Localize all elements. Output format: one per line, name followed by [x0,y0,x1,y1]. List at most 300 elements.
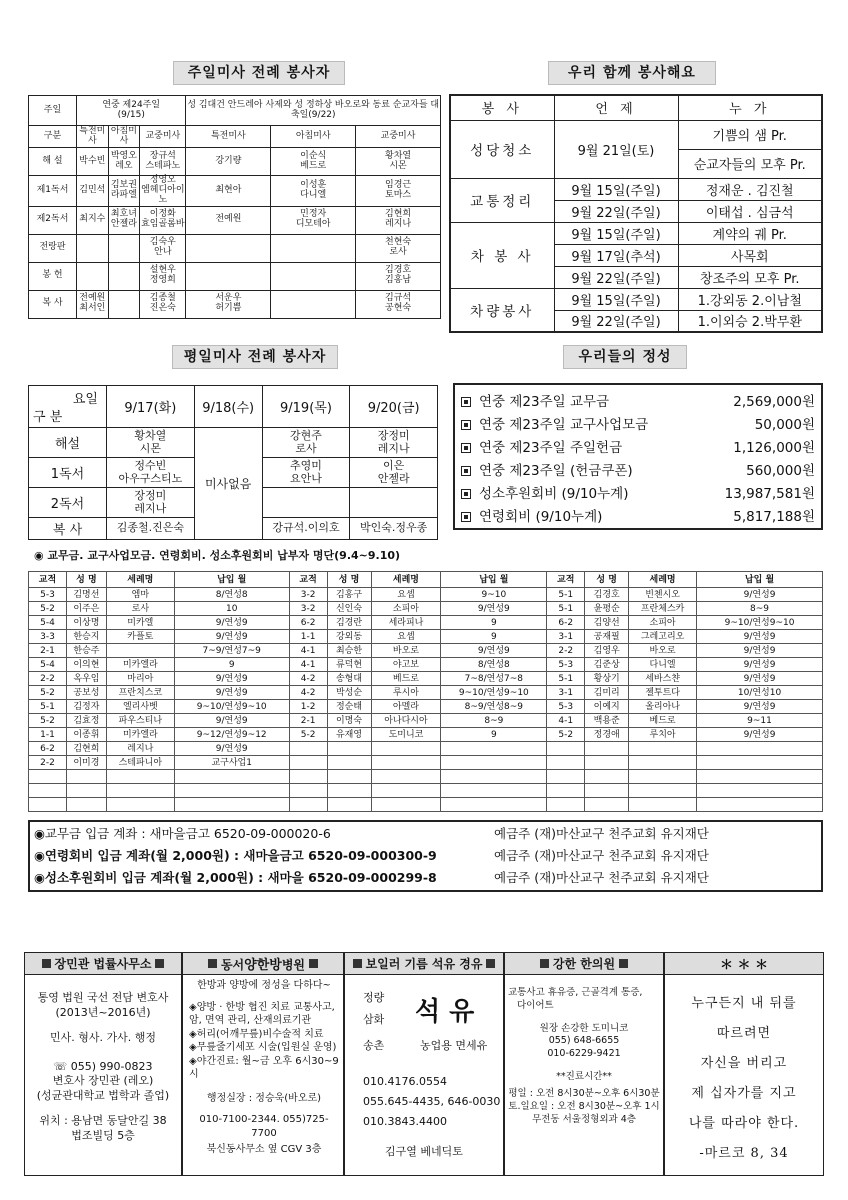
volunteer-cell: 강현주 로사 [262,428,350,458]
role-label: 봉 헌 [29,262,77,290]
donor-cell: 도미니코 [371,728,441,742]
donor-cell [327,756,371,770]
table-row [29,728,823,742]
volunteer-cell [186,262,271,290]
donor-cell: 요셉 [371,630,441,644]
volunteer-cell: 박영오 레오 [108,148,140,176]
donor-cell: 미카엘 [106,616,174,630]
donor-cell: 파우스티나 [106,714,174,728]
ad-law [24,952,182,1176]
ad-oriental-phone: 055) 648-6655 [548,1035,620,1047]
ad-verse-line: 제 십자가를 지고 [691,1086,797,1101]
donor-cell: 3-2 [289,588,327,602]
table-row [29,644,823,658]
donor-cell: 베드로 [629,714,697,728]
role-label: 해설 [29,428,107,458]
table-row [29,588,823,602]
donor-cell [547,770,585,784]
ad-oriental-hours: 평일 : 오전 8시30분~오후 6시30분 [508,1087,660,1099]
donor-column-header: 납입 월 [697,572,823,588]
donor-column-header: 성 명 [66,572,106,588]
offering-row [455,503,821,526]
ad-hospital-line: 암, 면역 관리, 산재의료기관 [189,1015,312,1026]
weekday-banner: 평일미사 전례 봉사자 [172,345,338,369]
donor-cell: 7~8/연성7~8 [441,672,547,686]
donor-cell: 젤투트다 [629,686,697,700]
table-row [29,658,823,672]
donor-cell: 9/연성9 [174,616,289,630]
service-team: 정재운 . 김진철 [678,178,822,200]
donor-cell: 이명숙 [327,714,371,728]
service-date: 9월 22일(주일) [554,266,678,288]
together-banner: 우리 함께 봉사해요 [548,61,716,85]
no-mass-cell: 미사없음 [194,428,262,540]
donors-title: ◉ 교무금. 교구사업모금. 연령회비. 성소후원회비 납부자 명단(9.4~9.10) [34,549,401,562]
donor-cell: 한승주 [66,644,106,658]
donor-cell: 1-2 [289,700,327,714]
donor-cell [289,784,327,798]
role-label: 전랑판 [29,234,77,262]
role-label: 복 사 [29,518,107,540]
table-row [29,784,823,798]
donor-cell: 소피아 [629,616,697,630]
role-label: 복 사 [29,290,77,318]
donor-cell: 황상기 [585,672,629,686]
donor-cell: 3-1 [547,630,585,644]
donor-column-header: 납입 월 [174,572,289,588]
donor-cell: 9/연성9 [174,630,289,644]
volunteer-cell: 김종철.진은숙 [107,518,195,540]
donor-cell [66,784,106,798]
donor-cell: 신인숙 [327,602,371,616]
donor-cell: 유재영 [327,728,371,742]
donor-cell: 5-4 [29,616,67,630]
donor-cell: 바오로 [371,644,441,658]
table-row [29,686,823,700]
donor-cell: 5-1 [547,602,585,616]
volunteer-cell: 최지수 [77,206,109,234]
donor-cell: 옥우임 [66,672,106,686]
column-header: 언 제 [554,95,678,120]
volunteer-cell: 강기량 [186,148,271,176]
corner-label [29,386,107,428]
offering-label: 연중 제23주일 (헌금쿠폰) [461,459,633,479]
donor-cell: 4-1 [289,644,327,658]
donor-cell: 9/연성9 [441,644,547,658]
ad-verse [664,952,824,1176]
donor-cell: 김현희 [66,742,106,756]
column-header: 누 가 [678,95,822,120]
sunday-table [28,95,441,319]
volunteer-cell [262,488,350,518]
donor-cell: 레지나 [106,742,174,756]
donor-cell: 9/연성9 [174,742,289,756]
accounts-box [28,820,823,892]
volunteer-cell: 장정미 레지나 [350,428,438,458]
bullet-icon [461,443,471,453]
donor-cell: 김양선 [585,616,629,630]
ad-oil-owner: 김구열 베네딕토 [385,1145,463,1158]
donor-cell: 이주은 [66,602,106,616]
service-team: 1.강외동 2.이남철 [678,288,822,310]
account-holder: 예금주 (재)마산교구 천주교회 유지재단 [494,870,709,885]
volunteer-cell: 최현아 [186,176,271,207]
corner-label: 주일 [29,96,77,126]
donor-cell: 루치아 [629,728,697,742]
service-date: 9월 22일(주일) [554,310,678,332]
donor-cell: 김홍구 [327,588,371,602]
bullet-icon [461,512,471,522]
service-date: 9월 15일(주일) [554,288,678,310]
donor-column-header: 세례명 [371,572,441,588]
volunteer-cell: 최호녀 안젤라 [108,206,140,234]
offering-row [455,480,821,503]
offering-label: 성소후원회비 (9/10누계) [461,482,628,502]
account-info: ◉연령회비 입금 계좌(월 2,000원) : 새마을금고 6520-09-000300-9 [34,848,437,863]
donor-cell: 3-3 [29,630,67,644]
donor-cell: 2-1 [289,714,327,728]
donor-cell [697,756,823,770]
donor-cell: 빈첸시오 [629,588,697,602]
offering-amount: 13,987,581원 [724,485,815,502]
account-holder: 예금주 (재)마산교구 천주교회 유지재단 [494,848,709,863]
volunteer-cell: 황차열 시몬 [356,148,441,176]
ad-hospital-title: 동서양한방병원 [220,958,306,973]
donor-cell: 9/연성9 [174,686,289,700]
donor-cell: 바오로 [629,644,697,658]
donor-cell: 이미경 [66,756,106,770]
donor-cell: 야고보 [371,658,441,672]
donor-cell: 6-2 [547,616,585,630]
volunteer-cell [271,234,356,262]
donor-cell [629,784,697,798]
donor-cell: 김영우 [585,644,629,658]
donor-cell [441,742,547,756]
donor-cell: 3-2 [289,602,327,616]
donor-cell: 10/연성10 [697,686,823,700]
volunteer-cell: 장정미 레지나 [107,488,195,518]
donor-cell: 김정자 [66,700,106,714]
donor-cell [585,784,629,798]
ad-hospital-address: 북신동사무소 옆 CGV 3층 [206,1144,322,1155]
volunteer-cell: 김현희 레지나 [356,206,441,234]
donor-cell: 5-3 [547,700,585,714]
ad-law-address: 위치 : 용남면 동달안길 38 [39,1114,167,1128]
donor-cell: 9/연성9 [174,672,289,686]
corner-label: 구분 [29,126,77,148]
donor-cell: 5-2 [29,602,67,616]
donor-cell: 8~9/연성8~9 [441,700,547,714]
donor-cell: 그레고리오 [629,630,697,644]
ad-oil-phone: 010.4176.0554 [363,1075,447,1088]
ad-hospital-line: ◈양방 · 한방 협진 치료 교통사고, [189,1001,335,1013]
volunteer-cell: 김경호 김홍남 [356,262,441,290]
donor-cell: 올리아나 [629,700,697,714]
donor-cell: 공재필 [585,630,629,644]
ad-oriental-title: 강한 한의원 [552,957,616,971]
volunteer-cell: 김규석 공현숙 [356,290,441,318]
ad-verse-line: 따르려면 [716,1026,772,1041]
donor-cell [441,784,547,798]
donor-cell: 공보성 [66,686,106,700]
donor-cell [585,770,629,784]
ad-verse-line: 누구든지 내 뒤를 [691,996,797,1011]
bullet-icon [461,420,471,430]
donor-cell [327,784,371,798]
offering-row [455,434,821,457]
day-header: 9/19(목) [262,386,350,428]
donor-cell: 9 [174,658,289,672]
donor-cell: 5-2 [289,728,327,742]
offering-amount: 560,000원 [746,462,815,479]
donor-cell: 8~9 [697,602,823,616]
ad-law-phone: ☏ 055) 990-0823 [53,1059,153,1073]
donor-cell: 로사 [106,602,174,616]
donor-column-header: 교적 [289,572,327,588]
volunteer-cell: 정수빈 아우구스티노 [107,458,195,488]
donor-cell: 아나다시아 [371,714,441,728]
donor-cell [547,798,585,812]
donor-cell [327,742,371,756]
ad-oil [344,952,504,1176]
donor-cell [441,770,547,784]
donor-cell: 요셉 [371,588,441,602]
donor-cell [697,798,823,812]
volunteer-cell: 임경근 토마스 [356,176,441,207]
table-row [29,700,823,714]
ad-oriental-line: 원장 손강한 도미니코 [539,1022,629,1034]
donor-cell [174,784,289,798]
donor-cell [371,784,441,798]
donor-cell: 미카엘라 [106,728,174,742]
corner-bottom: 구 분 [33,410,63,425]
donor-cell [29,798,67,812]
donor-cell [327,798,371,812]
service-team: 사목회 [678,244,822,266]
donor-cell [66,770,106,784]
donor-cell: 강외동 [327,630,371,644]
ad-hospital-line: ◈무릎줄기세포 시술(입원실 운영) [189,1042,337,1053]
day-header: 9/17(화) [107,386,195,428]
donor-cell: 김경호 [585,588,629,602]
donor-cell: 김경란 [327,616,371,630]
role-label: 제2독서 [29,206,77,234]
table-row [29,798,823,812]
donor-cell [547,742,585,756]
donor-cell: 송형대 [327,672,371,686]
donor-cell: 김미리 [585,686,629,700]
mass-type-header: 특전미사 [77,126,109,148]
service-team: 순교자들의 모후 Pr. [678,149,822,178]
donor-cell: 9~10/연성9~10 [441,686,547,700]
ad-oil-label: 삼화 [363,1013,385,1026]
offering-amount: 1,126,000원 [733,439,815,456]
donor-cell [371,770,441,784]
volunteer-cell: 전예원 [186,206,271,234]
donor-cell: 5-3 [547,658,585,672]
ad-hospital-line: ◈야간진료: 월~금 오후 6시30~9시 [189,1055,339,1080]
donor-cell: 최승한 [327,644,371,658]
ad-oriental-line: 교통사고 휴유증, 근골격계 통증, [508,987,643,998]
donor-cell: 4-1 [547,714,585,728]
donor-cell: 5-1 [547,588,585,602]
day-header: 9/20(금) [350,386,438,428]
role-label: 제1독서 [29,176,77,207]
donor-cell [629,742,697,756]
week-a-header: 연중 제24주일 (9/15) [77,96,186,126]
volunteer-cell: 민정자 디모테아 [271,206,356,234]
donor-cell: 이예지 [585,700,629,714]
donor-column-header: 세례명 [106,572,174,588]
donor-cell: 5-1 [29,700,67,714]
volunteer-cell [186,234,271,262]
donor-cell [697,742,823,756]
service-name: 교통정리 [450,178,554,222]
donor-cell: 3-1 [547,686,585,700]
donor-cell: 9 [441,630,547,644]
donor-cell [289,742,327,756]
week-b-header: 성 김대건 안드레아 사제와 성 정하상 바오로와 동료 순교자들 대축일(9/22) [186,96,441,126]
table-row [29,616,823,630]
donor-cell: 9~10/연성9~10 [174,700,289,714]
donor-cell [547,756,585,770]
donor-cell: 루시아 [371,686,441,700]
donor-cell [289,798,327,812]
donor-cell: 한승지 [66,630,106,644]
ad-oriental-line: 다이어트 [517,999,554,1011]
ad-hospital-line: ◈허리(어깨무릎)비수술적 치료 [189,1028,324,1040]
donor-cell: 9/연성9 [697,672,823,686]
account-line [30,844,821,866]
donor-cell: 김준상 [585,658,629,672]
service-name: 차량봉사 [450,288,554,332]
ad-hospital-phone: 010-7100-2344. 055)725-7700 [199,1114,329,1139]
donor-cell: 윤평순 [585,602,629,616]
donor-cell: 교구사업1 [174,756,289,770]
donor-cell: 6-2 [289,616,327,630]
volunteer-cell [77,234,109,262]
volunteer-cell: 김보권 라파엘 [108,176,140,207]
donor-cell: 백용준 [585,714,629,728]
donor-cell: 5-3 [29,588,67,602]
donor-cell [547,784,585,798]
together-table [449,94,823,333]
ad-oriental-line: **진료시간** [556,1071,612,1083]
donor-cell: 이의현 [66,658,106,672]
donor-cell: 2-1 [29,644,67,658]
service-date: 9월 21일(토) [554,120,678,178]
service-name: 차 봉 사 [450,222,554,288]
column-header: 봉 사 [450,95,554,120]
donor-cell: 프란치스코 [106,686,174,700]
ad-oil-label: 송촌 [363,1039,385,1052]
volunteer-cell: 이정화 효임골롬바 [140,206,186,234]
donor-cell [327,770,371,784]
volunteer-cell [108,290,140,318]
volunteer-cell [271,262,356,290]
donor-cell: 9/연성9 [441,602,547,616]
table-row [29,756,823,770]
volunteer-cell: 추영미 요안나 [262,458,350,488]
donor-cell: 이종휘 [66,728,106,742]
donor-cell: 세라피나 [371,616,441,630]
offering-amount: 5,817,188원 [733,508,815,525]
donor-cell: 박성순 [327,686,371,700]
service-date: 9월 15일(주일) [554,222,678,244]
ad-law-title: 장민관 법률사무소 [54,957,152,971]
donor-cell: 5-2 [547,728,585,742]
table-row [29,602,823,616]
donor-cell: 9 [441,728,547,742]
donor-cell: 소피아 [371,602,441,616]
volunteer-cell: 김종철 진온숙 [140,290,186,318]
service-date: 9월 17일(추석) [554,244,678,266]
donor-cell: 엠마 [106,588,174,602]
role-label: 2독서 [29,488,107,518]
table-row [29,672,823,686]
donor-cell: 7~9/연성7~9 [174,644,289,658]
donor-cell: 8/연성8 [441,658,547,672]
volunteer-cell: 박수빈 [77,148,109,176]
donor-cell [106,784,174,798]
ad-hospital-manager: 행정실장 : 정승욱(바오로) [206,1092,322,1104]
ad-law-line: (성균관대학교 법학과 졸업) [36,1089,170,1103]
donor-cell: 2-2 [29,672,67,686]
donor-cell: 5-4 [29,658,67,672]
service-name: 성당청소 [450,120,554,178]
donor-cell: 4-2 [289,672,327,686]
volunteer-cell: 이성훈 다니엘 [271,176,356,207]
ad-hospital [182,952,344,1176]
donor-cell [441,798,547,812]
donors-table [28,571,823,812]
volunteer-cell [350,488,438,518]
volunteer-cell: 정영오 엠헤디아이노 [141,175,185,205]
volunteer-cell: 천현숙 로사 [356,234,441,262]
account-holder: 예금주 (재)마산교구 천주교회 유지재단 [494,826,709,841]
donor-cell: 김효정 [66,714,106,728]
donor-cell: 2-2 [29,756,67,770]
donor-cell: 베드로 [371,672,441,686]
donor-cell: 프란체스카 [629,602,697,616]
donor-cell [106,770,174,784]
donor-column-header: 성 명 [585,572,629,588]
ad-oil-sub: 농업용 면세유 [420,1039,488,1052]
volunteer-cell: 박인숙.정우종 [350,518,438,540]
donor-cell: 9 [441,616,547,630]
service-team: 1.이외승 2.박무환 [678,310,822,332]
donor-cell: 6-2 [29,742,67,756]
donor-cell: 9~10/연성9~10 [697,616,823,630]
donor-cell: 5-2 [29,686,67,700]
donor-cell [585,798,629,812]
donor-cell: 8~9 [441,714,547,728]
bullet-icon [461,466,471,476]
offering-amount: 50,000원 [754,416,815,433]
donor-cell: 9~10 [441,588,547,602]
ad-law-line: 변호사 장민관 (레오) [52,1074,154,1088]
service-team: 계약의 궤 Pr. [678,222,822,244]
sunday-banner: 주일미사 전례 봉사자 [173,61,345,85]
volunteer-cell [108,234,140,262]
donor-cell: 다니엘 [629,658,697,672]
donor-cell: 엘리사벳 [106,700,174,714]
donor-cell: 9/연성9 [697,630,823,644]
donor-cell [371,742,441,756]
donor-cell: 김명선 [66,588,106,602]
donor-cell: 9~12/연성9~12 [174,728,289,742]
table-row [29,714,823,728]
